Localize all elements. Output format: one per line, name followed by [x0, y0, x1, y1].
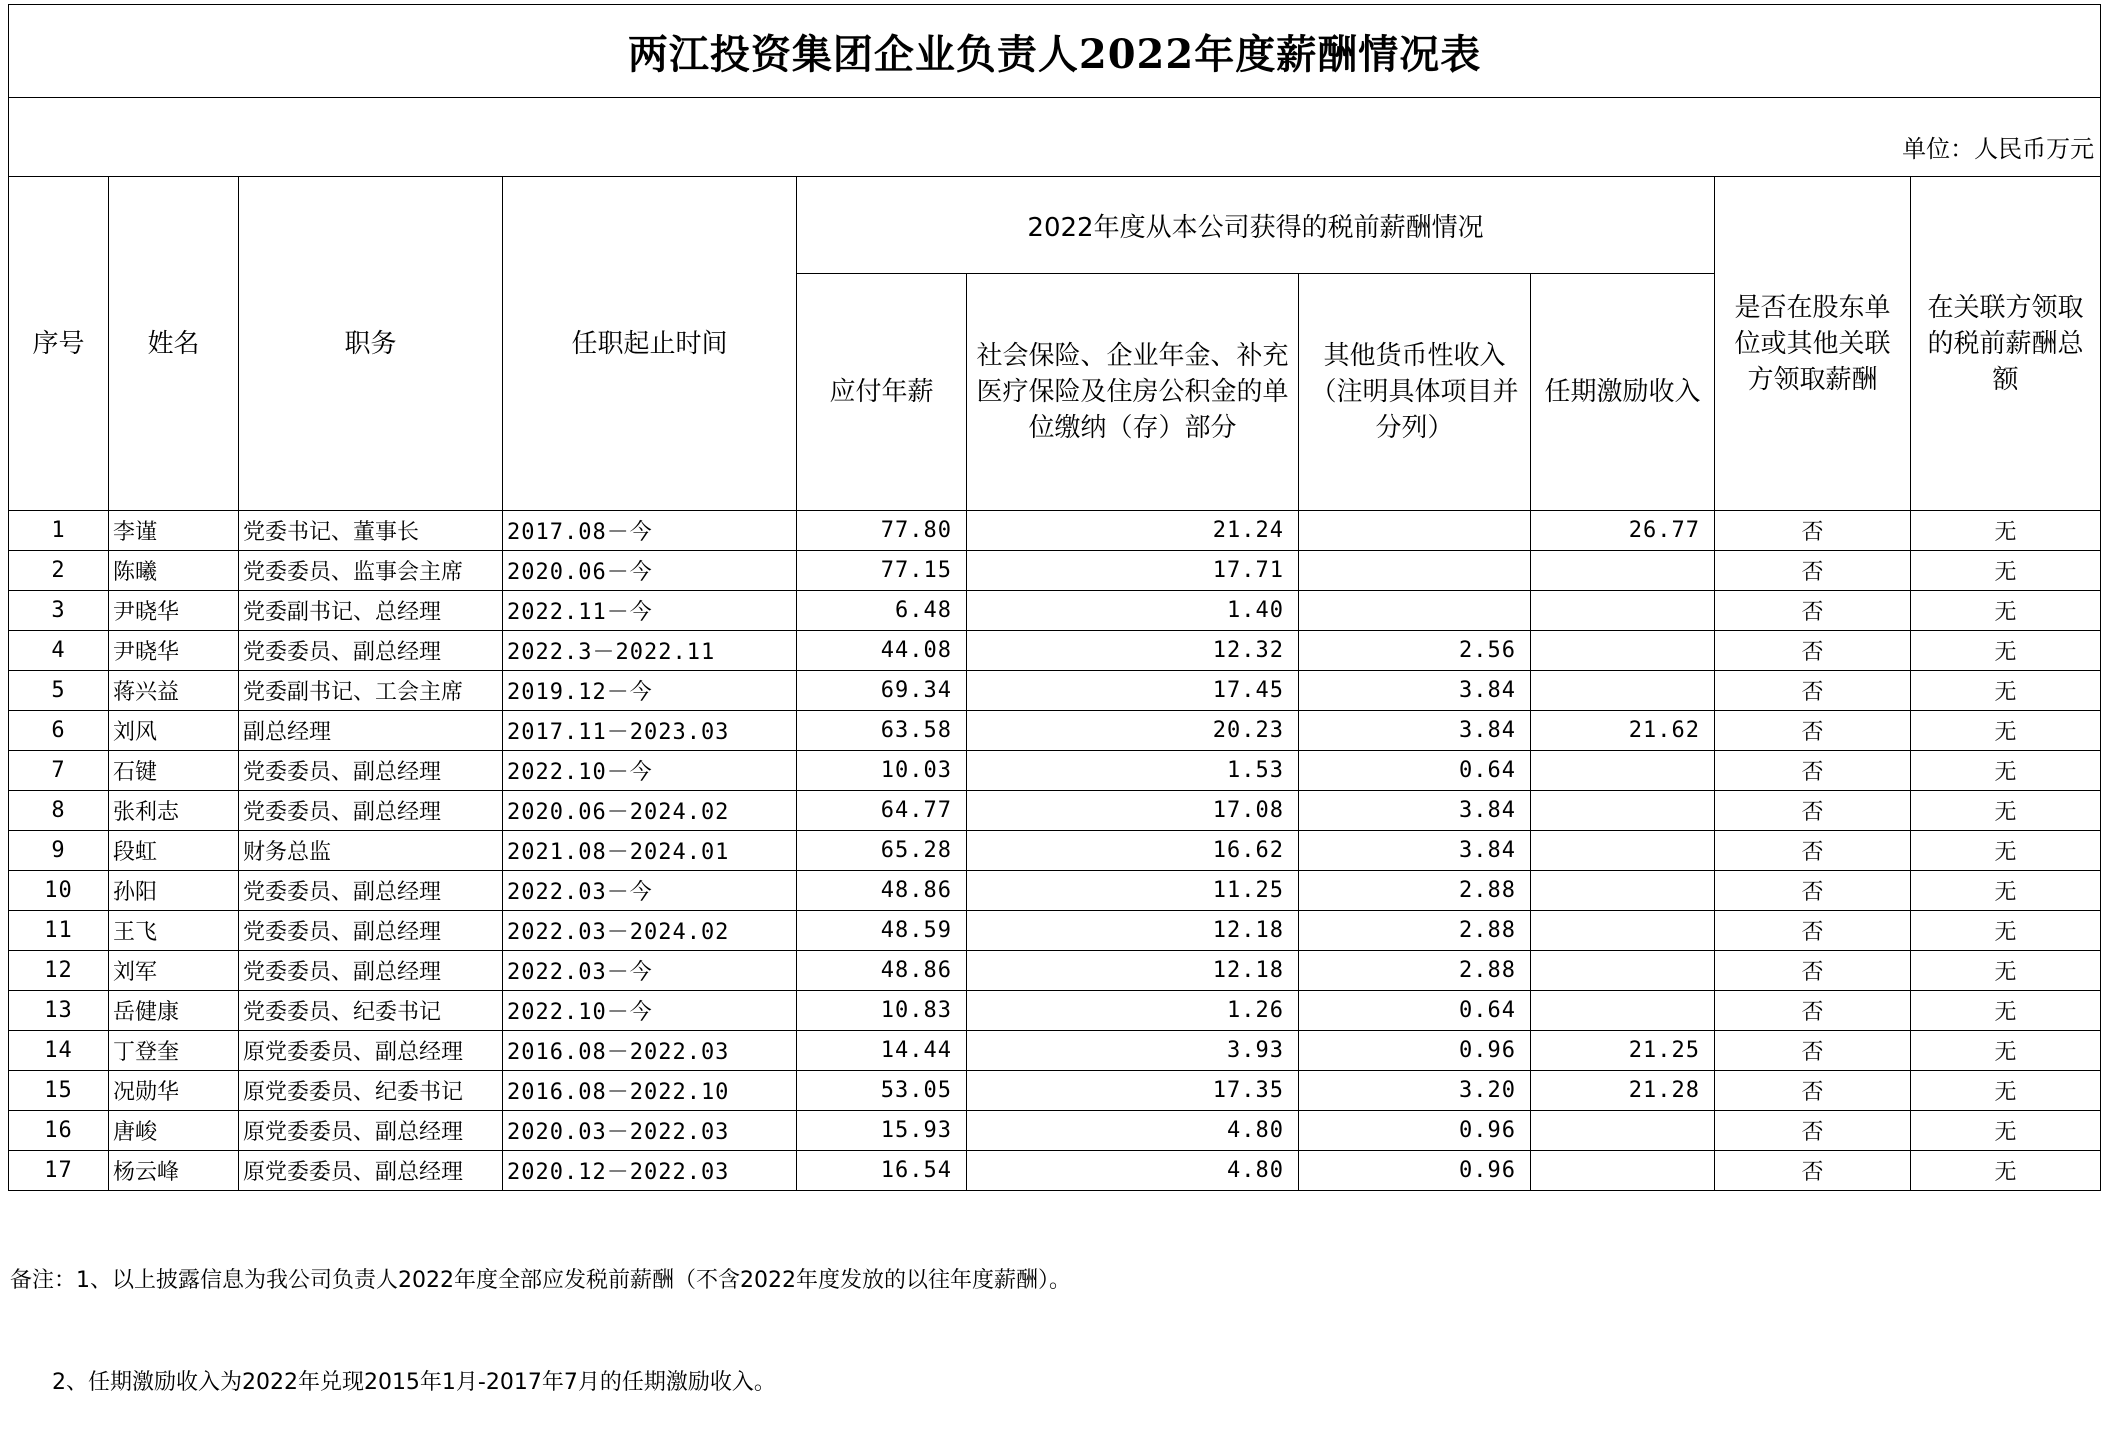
cell-insurance: 4.80	[967, 1111, 1299, 1151]
cell-position: 党委委员、副总经理	[239, 791, 503, 831]
cell-term: 2022.3－2022.11	[503, 631, 797, 671]
cell-other-income	[1299, 551, 1531, 591]
cell-incentive	[1531, 951, 1715, 991]
cell-incentive	[1531, 791, 1715, 831]
cell-seq: 1	[9, 511, 109, 551]
cell-shareholder: 否	[1715, 511, 1911, 551]
cell-term: 2022.10－今	[503, 751, 797, 791]
cell-incentive	[1531, 631, 1715, 671]
cell-incentive	[1531, 991, 1715, 1031]
page-title: 两江投资集团企业负责人2022年度薪酬情况表	[9, 5, 2101, 98]
cell-name: 刘军	[109, 951, 239, 991]
cell-shareholder: 否	[1715, 871, 1911, 911]
cell-incentive: 21.25	[1531, 1031, 1715, 1071]
cell-position: 原党委委员、副总经理	[239, 1031, 503, 1071]
cell-insurance: 1.53	[967, 751, 1299, 791]
cell-shareholder: 否	[1715, 1151, 1911, 1191]
cell-term: 2022.03－2024.02	[503, 911, 797, 951]
table-row	[9, 871, 2101, 911]
cell-position: 财务总监	[239, 831, 503, 871]
cell-name: 石键	[109, 751, 239, 791]
cell-other-income: 3.84	[1299, 791, 1531, 831]
cell-related-total: 无	[1911, 711, 2101, 751]
cell-insurance: 20.23	[967, 711, 1299, 751]
cell-position: 党委书记、董事长	[239, 511, 503, 551]
table-row	[9, 791, 2101, 831]
cell-position: 党委副书记、工会主席	[239, 671, 503, 711]
cell-other-income: 2.88	[1299, 911, 1531, 951]
cell-salary: 65.28	[797, 831, 967, 871]
cell-related-total: 无	[1911, 511, 2101, 551]
cell-seq: 11	[9, 911, 109, 951]
cell-salary: 77.80	[797, 511, 967, 551]
cell-shareholder: 否	[1715, 631, 1911, 671]
cell-seq: 3	[9, 591, 109, 631]
cell-salary: 14.44	[797, 1031, 967, 1071]
cell-insurance: 12.18	[967, 951, 1299, 991]
table-row	[9, 511, 2101, 551]
cell-salary: 48.59	[797, 911, 967, 951]
cell-shareholder: 否	[1715, 991, 1911, 1031]
cell-insurance: 4.80	[967, 1151, 1299, 1191]
cell-position: 副总经理	[239, 711, 503, 751]
cell-term: 2020.06－今	[503, 551, 797, 591]
cell-other-income	[1299, 591, 1531, 631]
cell-seq: 12	[9, 951, 109, 991]
cell-name: 尹晓华	[109, 631, 239, 671]
cell-related-total: 无	[1911, 1151, 2101, 1191]
cell-related-total: 无	[1911, 831, 2101, 871]
cell-position: 原党委委员、副总经理	[239, 1151, 503, 1191]
cell-seq: 6	[9, 711, 109, 751]
cell-salary: 48.86	[797, 871, 967, 911]
cell-related-total: 无	[1911, 871, 2101, 911]
cell-insurance: 3.93	[967, 1031, 1299, 1071]
header-related-total: 在关联方领取的税前薪酬总额	[1911, 177, 2101, 511]
cell-name: 蒋兴益	[109, 671, 239, 711]
salary-table	[8, 4, 2101, 1191]
cell-name: 李谨	[109, 511, 239, 551]
cell-term: 2022.11－今	[503, 591, 797, 631]
cell-salary: 44.08	[797, 631, 967, 671]
cell-insurance: 11.25	[967, 871, 1299, 911]
cell-insurance: 12.18	[967, 911, 1299, 951]
cell-seq: 14	[9, 1031, 109, 1071]
cell-incentive	[1531, 591, 1715, 631]
cell-shareholder: 否	[1715, 711, 1911, 751]
cell-incentive: 26.77	[1531, 511, 1715, 551]
cell-position: 原党委委员、副总经理	[239, 1111, 503, 1151]
cell-seq: 4	[9, 631, 109, 671]
cell-insurance: 17.71	[967, 551, 1299, 591]
cell-seq: 2	[9, 551, 109, 591]
cell-shareholder: 否	[1715, 1071, 1911, 1111]
cell-name: 刘风	[109, 711, 239, 751]
cell-other-income: 3.20	[1299, 1071, 1531, 1111]
header-seq: 序号	[9, 177, 109, 511]
cell-position: 党委委员、副总经理	[239, 951, 503, 991]
cell-seq: 8	[9, 791, 109, 831]
unit-label: 单位：人民币万元	[9, 98, 2101, 177]
cell-name: 岳健康	[109, 991, 239, 1031]
cell-name: 张利志	[109, 791, 239, 831]
header-salary: 应付年薪	[797, 274, 967, 511]
cell-incentive	[1531, 831, 1715, 871]
cell-other-income: 3.84	[1299, 831, 1531, 871]
cell-salary: 16.54	[797, 1151, 967, 1191]
cell-position: 党委委员、副总经理	[239, 631, 503, 671]
cell-other-income: 0.64	[1299, 751, 1531, 791]
cell-shareholder: 否	[1715, 951, 1911, 991]
cell-salary: 10.83	[797, 991, 967, 1031]
table-row	[9, 711, 2101, 751]
cell-shareholder: 否	[1715, 1031, 1911, 1071]
cell-incentive	[1531, 671, 1715, 711]
cell-related-total: 无	[1911, 1031, 2101, 1071]
cell-shareholder: 否	[1715, 551, 1911, 591]
cell-salary: 15.93	[797, 1111, 967, 1151]
cell-insurance: 1.26	[967, 991, 1299, 1031]
cell-name: 陈曦	[109, 551, 239, 591]
cell-salary: 53.05	[797, 1071, 967, 1111]
cell-term: 2017.11－2023.03	[503, 711, 797, 751]
notes	[10, 1196, 1071, 1434]
note-2: 2、任期激励收入为2022年兑现2015年1月-2017年7月的任期激励收入。	[10, 1370, 776, 1395]
cell-name: 况勋华	[109, 1071, 239, 1111]
cell-seq: 13	[9, 991, 109, 1031]
cell-incentive: 21.28	[1531, 1071, 1715, 1111]
cell-other-income: 0.96	[1299, 1151, 1531, 1191]
header-name: 姓名	[109, 177, 239, 511]
cell-term: 2019.12－今	[503, 671, 797, 711]
cell-term: 2022.03－今	[503, 871, 797, 911]
cell-shareholder: 否	[1715, 791, 1911, 831]
cell-incentive	[1531, 1151, 1715, 1191]
cell-other-income	[1299, 511, 1531, 551]
cell-incentive	[1531, 551, 1715, 591]
note-1: 备注：1、以上披露信息为我公司负责人2022年度全部应发税前薪酬（不含2022年度发放的以往年度薪酬）。	[10, 1268, 1071, 1293]
cell-term: 2020.03－2022.03	[503, 1111, 797, 1151]
cell-seq: 9	[9, 831, 109, 871]
cell-insurance: 1.40	[967, 591, 1299, 631]
cell-seq: 16	[9, 1111, 109, 1151]
table-row	[9, 831, 2101, 871]
cell-other-income: 2.56	[1299, 631, 1531, 671]
cell-seq: 17	[9, 1151, 109, 1191]
cell-salary: 77.15	[797, 551, 967, 591]
cell-related-total: 无	[1911, 1071, 2101, 1111]
cell-shareholder: 否	[1715, 1111, 1911, 1151]
cell-related-total: 无	[1911, 631, 2101, 671]
cell-position: 党委委员、纪委书记	[239, 991, 503, 1031]
cell-insurance: 12.32	[967, 631, 1299, 671]
table-row	[9, 551, 2101, 591]
cell-term: 2017.08－今	[503, 511, 797, 551]
cell-other-income: 0.64	[1299, 991, 1531, 1031]
cell-related-total: 无	[1911, 1111, 2101, 1151]
header-position: 职务	[239, 177, 503, 511]
cell-other-income: 2.88	[1299, 951, 1531, 991]
cell-seq: 7	[9, 751, 109, 791]
cell-name: 王飞	[109, 911, 239, 951]
table-row	[9, 1151, 2101, 1191]
cell-shareholder: 否	[1715, 751, 1911, 791]
table-row	[9, 751, 2101, 791]
cell-insurance: 21.24	[967, 511, 1299, 551]
cell-seq: 10	[9, 871, 109, 911]
cell-incentive	[1531, 751, 1715, 791]
cell-term: 2022.03－今	[503, 951, 797, 991]
cell-insurance: 17.35	[967, 1071, 1299, 1111]
cell-salary: 48.86	[797, 951, 967, 991]
cell-salary: 64.77	[797, 791, 967, 831]
header-insurance: 社会保险、企业年金、补充医疗保险及住房公积金的单位缴纳（存）部分	[967, 274, 1299, 511]
table-row	[9, 991, 2101, 1031]
cell-incentive	[1531, 911, 1715, 951]
table-row	[9, 1031, 2101, 1071]
cell-name: 丁登奎	[109, 1031, 239, 1071]
table-row	[9, 911, 2101, 951]
cell-name: 孙阳	[109, 871, 239, 911]
cell-incentive	[1531, 1111, 1715, 1151]
cell-shareholder: 否	[1715, 591, 1911, 631]
cell-position: 党委委员、副总经理	[239, 871, 503, 911]
table-row	[9, 1111, 2101, 1151]
table-row	[9, 951, 2101, 991]
cell-name: 唐峻	[109, 1111, 239, 1151]
header-shareholder: 是否在股东单位或其他关联方领取薪酬	[1715, 177, 1911, 511]
cell-term: 2016.08－2022.03	[503, 1031, 797, 1071]
cell-name: 杨云峰	[109, 1151, 239, 1191]
cell-other-income: 3.84	[1299, 711, 1531, 751]
table-row	[9, 671, 2101, 711]
table-body	[9, 511, 2101, 1191]
table-row	[9, 591, 2101, 631]
cell-insurance: 17.08	[967, 791, 1299, 831]
cell-position: 党委副书记、总经理	[239, 591, 503, 631]
header-group-salary: 2022年度从本公司获得的税前薪酬情况	[797, 177, 1715, 274]
table-row	[9, 631, 2101, 671]
cell-related-total: 无	[1911, 551, 2101, 591]
header-term: 任职起止时间	[503, 177, 797, 511]
cell-incentive: 21.62	[1531, 711, 1715, 751]
cell-other-income: 3.84	[1299, 671, 1531, 711]
cell-related-total: 无	[1911, 951, 2101, 991]
cell-term: 2020.06－2024.02	[503, 791, 797, 831]
cell-related-total: 无	[1911, 751, 2101, 791]
cell-related-total: 无	[1911, 671, 2101, 711]
cell-related-total: 无	[1911, 911, 2101, 951]
cell-other-income: 0.96	[1299, 1111, 1531, 1151]
cell-position: 党委委员、副总经理	[239, 911, 503, 951]
cell-related-total: 无	[1911, 991, 2101, 1031]
cell-shareholder: 否	[1715, 831, 1911, 871]
header-other-income: 其他货币性收入（注明具体项目并分列）	[1299, 274, 1531, 511]
cell-other-income: 0.96	[1299, 1031, 1531, 1071]
cell-incentive	[1531, 871, 1715, 911]
cell-salary: 6.48	[797, 591, 967, 631]
cell-salary: 10.03	[797, 751, 967, 791]
cell-position: 党委委员、监事会主席	[239, 551, 503, 591]
cell-other-income: 2.88	[1299, 871, 1531, 911]
cell-position: 党委委员、副总经理	[239, 751, 503, 791]
salary-sheet	[8, 4, 2100, 1191]
cell-insurance: 17.45	[967, 671, 1299, 711]
cell-related-total: 无	[1911, 791, 2101, 831]
cell-seq: 5	[9, 671, 109, 711]
cell-term: 2020.12－2022.03	[503, 1151, 797, 1191]
table-row	[9, 1071, 2101, 1111]
header-incentive: 任期激励收入	[1531, 274, 1715, 511]
cell-seq: 15	[9, 1071, 109, 1111]
cell-related-total: 无	[1911, 591, 2101, 631]
cell-salary: 63.58	[797, 711, 967, 751]
cell-salary: 69.34	[797, 671, 967, 711]
cell-shareholder: 否	[1715, 671, 1911, 711]
cell-insurance: 16.62	[967, 831, 1299, 871]
cell-term: 2016.08－2022.10	[503, 1071, 797, 1111]
cell-name: 尹晓华	[109, 591, 239, 631]
cell-name: 段虹	[109, 831, 239, 871]
cell-term: 2021.08－2024.01	[503, 831, 797, 871]
cell-term: 2022.10－今	[503, 991, 797, 1031]
cell-position: 原党委委员、纪委书记	[239, 1071, 503, 1111]
cell-shareholder: 否	[1715, 911, 1911, 951]
